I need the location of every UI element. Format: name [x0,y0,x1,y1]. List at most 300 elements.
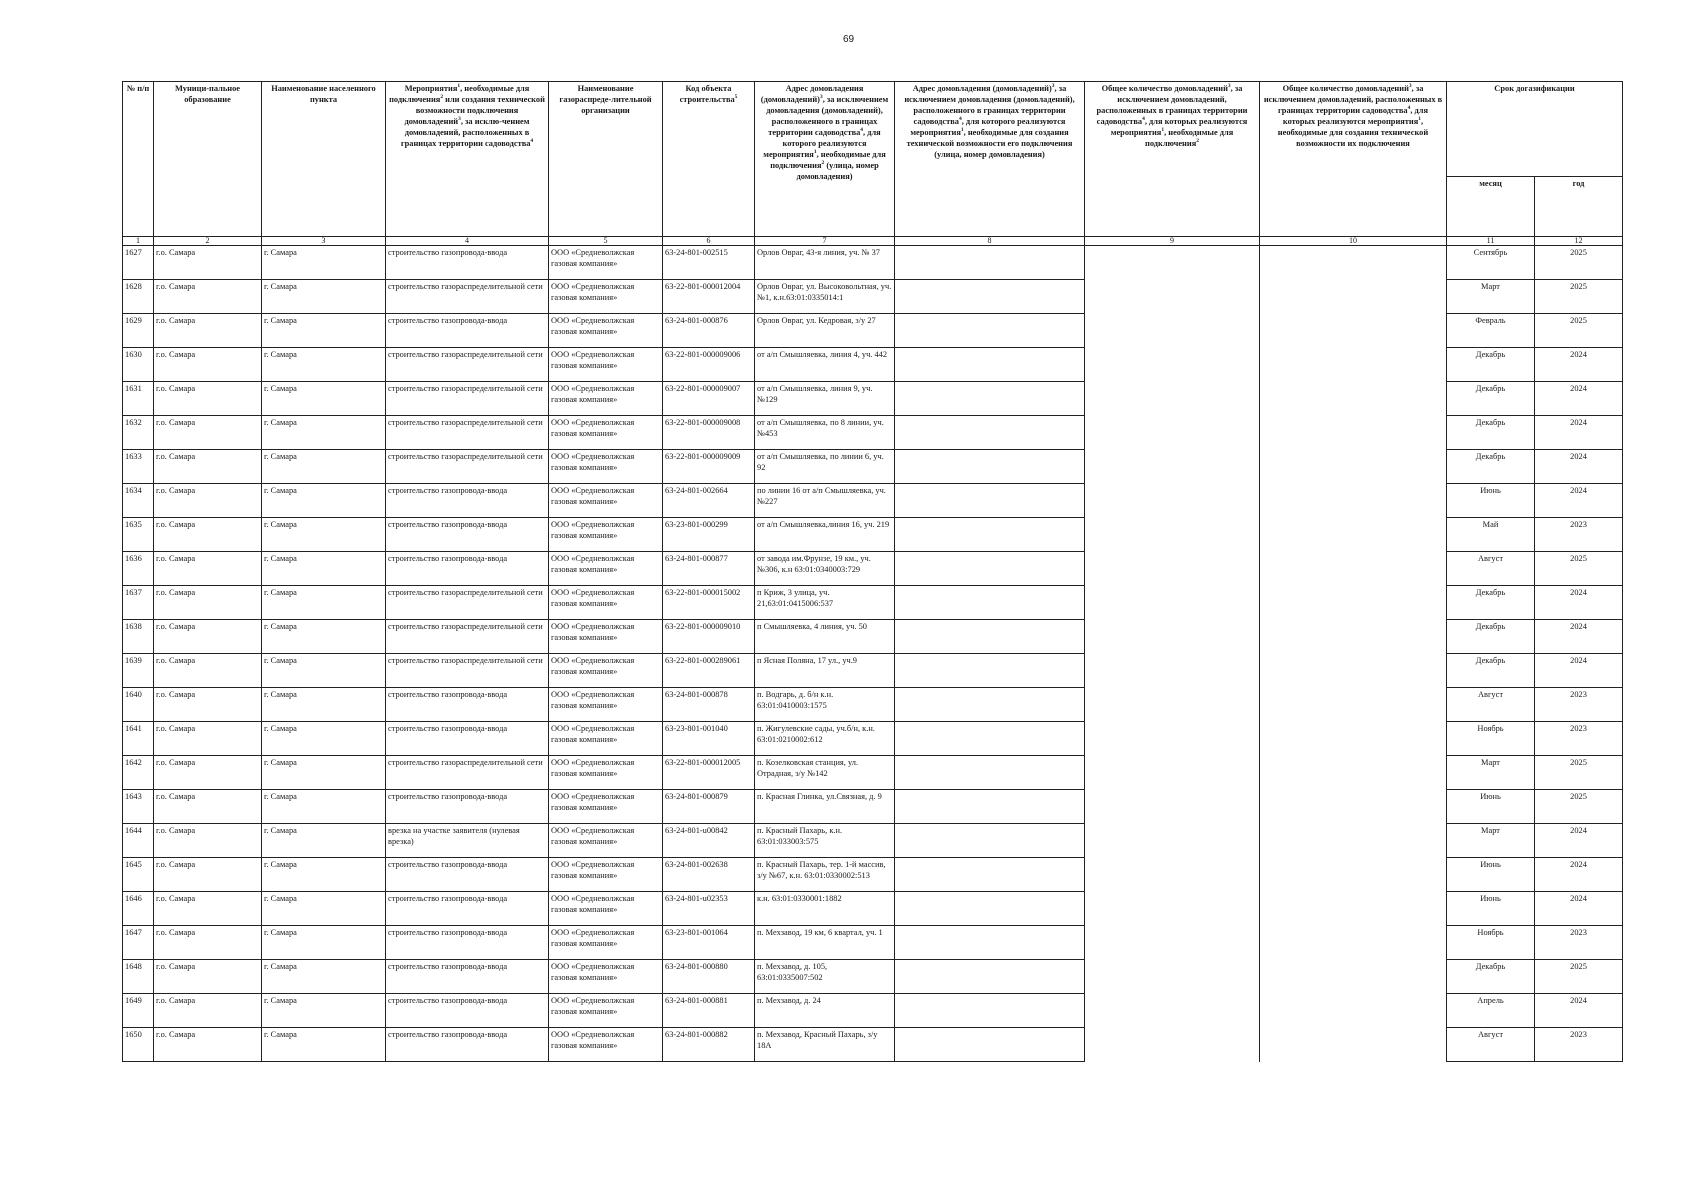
object-code-cell: 63-22-801-000289061 [663,654,755,688]
header-organization: Наименование газораспреде-лительной организации [549,82,663,237]
count-connection-cell [1085,450,1260,484]
object-code-cell: 63-22-801-000009008 [663,416,755,450]
municipality-cell: г.о. Самара [154,280,262,314]
municipality-cell: г.о. Самара [154,1028,262,1062]
year-cell: 2024 [1535,892,1623,926]
object-code-cell: 63-22-801-000012005 [663,756,755,790]
year-cell: 2025 [1535,552,1623,586]
address-cell: Орлов Овраг, ул. Высоковольтная, уч.№1, к.н.63:01:0335014:1 [755,280,895,314]
municipality-cell: г.о. Самара [154,246,262,280]
column-number-row [123,237,1623,246]
event-cell: строительство газопровода-ввода [386,246,549,280]
address-technical-cell [895,1028,1085,1062]
organization-cell: ООО «Средневолжская газовая компания» [549,416,663,450]
count-technical-cell [1260,280,1447,314]
count-connection-cell [1085,246,1260,280]
organization-cell: ООО «Средневолжская газовая компания» [549,484,663,518]
event-cell: строительство газопровода-ввода [386,1028,549,1062]
object-code-cell: 63-22-801-000009006 [663,348,755,382]
address-cell: к.н. 63:01:0330001:1882 [755,892,895,926]
month-cell: Июнь [1447,484,1535,518]
object-code-cell: 63-22-801-000015002 [663,586,755,620]
organization-cell: ООО «Средневолжская газовая компания» [549,688,663,722]
column-number: 1 [123,237,154,246]
month-cell: Декабрь [1447,416,1535,450]
count-technical-cell [1260,824,1447,858]
organization-cell: ООО «Средневолжская газовая компания» [549,824,663,858]
count-connection-cell [1085,1028,1260,1062]
object-code-cell: 63-23-801-001040 [663,722,755,756]
event-cell: строительство газораспределительной сети [386,382,549,416]
month-cell: Август [1447,552,1535,586]
row-index-cell: 1638 [123,620,154,654]
table-row [123,348,1623,382]
event-cell: строительство газопровода-ввода [386,790,549,824]
settlement-cell: г. Самара [262,790,386,824]
municipality-cell: г.о. Самара [154,892,262,926]
settlement-cell: г. Самара [262,722,386,756]
month-cell: Август [1447,1028,1535,1062]
year-cell: 2024 [1535,654,1623,688]
table-row [123,450,1623,484]
address-technical-cell [895,756,1085,790]
count-technical-cell [1260,722,1447,756]
column-number: 8 [895,237,1085,246]
settlement-cell: г. Самара [262,858,386,892]
organization-cell: ООО «Средневолжская газовая компания» [549,246,663,280]
organization-cell: ООО «Средневолжская газовая компания» [549,348,663,382]
organization-cell: ООО «Средневолжская газовая компания» [549,994,663,1028]
count-technical-cell [1260,450,1447,484]
month-cell: Декабрь [1447,960,1535,994]
address-technical-cell [895,892,1085,926]
row-index-cell: 1649 [123,994,154,1028]
month-cell: Декабрь [1447,654,1535,688]
month-cell: Декабрь [1447,586,1535,620]
column-number: 4 [386,237,549,246]
address-technical-cell [895,688,1085,722]
settlement-cell: г. Самара [262,620,386,654]
event-cell: строительство газопровода-ввода [386,994,549,1028]
table-row [123,654,1623,688]
row-index-cell: 1641 [123,722,154,756]
count-connection-cell [1085,858,1260,892]
count-technical-cell [1260,586,1447,620]
municipality-cell: г.о. Самара [154,348,262,382]
row-index-cell: 1636 [123,552,154,586]
organization-cell: ООО «Средневолжская газовая компания» [549,654,663,688]
row-index-cell: 1630 [123,348,154,382]
address-technical-cell [895,790,1085,824]
column-number: 9 [1085,237,1260,246]
address-cell: от а/п Смышляевка, по линии 6, уч. 92 [755,450,895,484]
table-row [123,994,1623,1028]
municipality-cell: г.о. Самара [154,450,262,484]
address-cell: от а/п Смышляевка, линия 9, уч. №129 [755,382,895,416]
address-cell: п. Жигулевские сады, уч.б/н, к.н. 63:01:0210002:612 [755,722,895,756]
row-index-cell: 1635 [123,518,154,552]
count-technical-cell [1260,756,1447,790]
year-cell: 2024 [1535,620,1623,654]
count-connection-cell [1085,382,1260,416]
count-connection-cell [1085,314,1260,348]
organization-cell: ООО «Средневолжская газовая компания» [549,722,663,756]
table-row [123,620,1623,654]
column-number: 3 [262,237,386,246]
count-connection-cell [1085,586,1260,620]
organization-cell: ООО «Средневолжская газовая компания» [549,552,663,586]
organization-cell: ООО «Средневолжская газовая компания» [549,450,663,484]
address-cell: от а/п Смышляевка,линия 16, уч. 219 [755,518,895,552]
row-index-cell: 1640 [123,688,154,722]
municipality-cell: г.о. Самара [154,960,262,994]
address-cell: п. Красный Пахарь, тер. 1-й массив, з/у №67, к.н. 63:01:0330002:513 [755,858,895,892]
year-cell: 2025 [1535,756,1623,790]
table-row [123,926,1623,960]
count-connection-cell [1085,960,1260,994]
page-number: 69 [842,34,855,45]
address-cell: от завода им.Фрунзе, 19 км., уч. №306, к.н 63:01:0340003:729 [755,552,895,586]
month-cell: Июнь [1447,790,1535,824]
row-index-cell: 1646 [123,892,154,926]
year-cell: 2023 [1535,926,1623,960]
address-technical-cell [895,858,1085,892]
event-cell: строительство газораспределительной сети [386,348,549,382]
header-municipality: Муници-пальное образование [154,82,262,237]
settlement-cell: г. Самара [262,756,386,790]
object-code-cell: 63-23-801-001064 [663,926,755,960]
table-body [123,246,1623,1062]
event-cell: строительство газопровода-ввода [386,892,549,926]
event-cell: строительство газораспределительной сети [386,756,549,790]
address-technical-cell [895,960,1085,994]
count-technical-cell [1260,858,1447,892]
address-technical-cell [895,280,1085,314]
year-cell: 2023 [1535,722,1623,756]
month-cell: Июнь [1447,858,1535,892]
header-count-connection: Общее количество домовладений$^3$, за исключением домовладений, расположенных в границах территории садоводства$^4$, для которых реализуются мероприятия$^1$, необходимые для подключения$^2$ [1085,82,1260,237]
event-cell: строительство газораспределительной сети [386,450,549,484]
address-cell: п Ясная Поляна, 17 ул., уч.9 [755,654,895,688]
column-number: 5 [549,237,663,246]
event-cell: строительство газопровода-ввода [386,960,549,994]
address-cell: п. Красная Глинка, ул.Связная, д. 9 [755,790,895,824]
event-cell: строительство газораспределительной сети [386,654,549,688]
row-index-cell: 1645 [123,858,154,892]
count-connection-cell [1085,722,1260,756]
count-technical-cell [1260,892,1447,926]
address-technical-cell [895,654,1085,688]
table-row [123,790,1623,824]
municipality-cell: г.о. Самара [154,926,262,960]
year-cell: 2024 [1535,416,1623,450]
count-connection-cell [1085,280,1260,314]
municipality-cell: г.о. Самара [154,552,262,586]
municipality-cell: г.о. Самара [154,858,262,892]
column-number: 10 [1260,237,1447,246]
row-index-cell: 1628 [123,280,154,314]
object-code-cell: 63-22-801-000009010 [663,620,755,654]
count-connection-cell [1085,892,1260,926]
event-cell: строительство газораспределительной сети [386,620,549,654]
year-cell: 2025 [1535,790,1623,824]
organization-cell: ООО «Средневолжская газовая компания» [549,756,663,790]
address-cell: п. Мехзавод, Красный Пахарь, з/у 18А [755,1028,895,1062]
header-object-code: Код объекта строительства$^5$ [663,82,755,237]
address-cell: п Смышляевка, 4 линия, уч. 50 [755,620,895,654]
year-cell: 2023 [1535,518,1623,552]
row-index-cell: 1634 [123,484,154,518]
event-cell: строительство газопровода-ввода [386,722,549,756]
month-cell: Ноябрь [1447,926,1535,960]
settlement-cell: г. Самара [262,654,386,688]
year-cell: 2024 [1535,382,1623,416]
address-cell: Орлов Овраг, ул. Кедровая, з/у 27 [755,314,895,348]
month-cell: Сентябрь [1447,246,1535,280]
column-number: 6 [663,237,755,246]
column-number: 2 [154,237,262,246]
municipality-cell: г.о. Самара [154,688,262,722]
count-connection-cell [1085,926,1260,960]
year-cell: 2025 [1535,280,1623,314]
count-technical-cell [1260,688,1447,722]
event-cell: строительство газопровода-ввода [386,314,549,348]
organization-cell: ООО «Средневолжская газовая компания» [549,518,663,552]
object-code-cell: 63-24-801-u02353 [663,892,755,926]
count-connection-cell [1085,654,1260,688]
table-row [123,484,1623,518]
header-row [123,82,1623,177]
count-technical-cell [1260,1028,1447,1062]
settlement-cell: г. Самара [262,450,386,484]
settlement-cell: г. Самара [262,892,386,926]
address-technical-cell [895,552,1085,586]
organization-cell: ООО «Средневолжская газовая компания» [549,314,663,348]
settlement-cell: г. Самара [262,586,386,620]
address-technical-cell [895,450,1085,484]
object-code-cell: 63-24-801-002664 [663,484,755,518]
table-row [123,518,1623,552]
month-cell: Декабрь [1447,382,1535,416]
column-number: 12 [1535,237,1623,246]
count-technical-cell [1260,314,1447,348]
table-row [123,858,1623,892]
object-code-cell: 63-23-801-000299 [663,518,755,552]
settlement-cell: г. Самара [262,280,386,314]
municipality-cell: г.о. Самара [154,586,262,620]
table-row [123,314,1623,348]
year-cell: 2024 [1535,824,1623,858]
count-technical-cell [1260,382,1447,416]
address-technical-cell [895,314,1085,348]
month-cell: Декабрь [1447,620,1535,654]
row-index-cell: 1643 [123,790,154,824]
table-row [123,416,1623,450]
row-index-cell: 1642 [123,756,154,790]
event-cell: строительство газопровода-ввода [386,552,549,586]
count-technical-cell [1260,518,1447,552]
row-index-cell: 1637 [123,586,154,620]
count-connection-cell [1085,688,1260,722]
count-connection-cell [1085,620,1260,654]
event-cell: строительство газопровода-ввода [386,518,549,552]
address-technical-cell [895,586,1085,620]
event-cell: строительство газораспределительной сети [386,280,549,314]
organization-cell: ООО «Средневолжская газовая компания» [549,790,663,824]
event-cell: строительство газораспределительной сети [386,416,549,450]
count-technical-cell [1260,348,1447,382]
address-technical-cell [895,246,1085,280]
settlement-cell: г. Самара [262,688,386,722]
year-cell: 2024 [1535,586,1623,620]
event-cell: строительство газопровода-ввода [386,858,549,892]
address-technical-cell [895,926,1085,960]
count-technical-cell [1260,960,1447,994]
month-cell: Февраль [1447,314,1535,348]
address-technical-cell [895,518,1085,552]
header-index: № п/п [123,82,154,237]
municipality-cell: г.о. Самара [154,416,262,450]
object-code-cell: 63-24-801-000878 [663,688,755,722]
organization-cell: ООО «Средневолжская газовая компания» [549,892,663,926]
municipality-cell: г.о. Самара [154,824,262,858]
month-cell: Август [1447,688,1535,722]
year-cell: 2025 [1535,960,1623,994]
object-code-cell: 63-24-801-002638 [663,858,755,892]
count-technical-cell [1260,926,1447,960]
year-cell: 2023 [1535,1028,1623,1062]
count-technical-cell [1260,620,1447,654]
year-cell: 2023 [1535,688,1623,722]
year-cell: 2024 [1535,858,1623,892]
month-cell: Март [1447,824,1535,858]
settlement-cell: г. Самара [262,314,386,348]
organization-cell: ООО «Средневолжская газовая компания» [549,620,663,654]
count-technical-cell [1260,484,1447,518]
settlement-cell: г. Самара [262,994,386,1028]
event-cell: строительство газопровода-ввода [386,926,549,960]
table-row [123,960,1623,994]
object-code-cell: 63-22-801-000009007 [663,382,755,416]
address-cell: п. Мехзавод, д. 105, 63:01:0335007:502 [755,960,895,994]
object-code-cell: 63-24-801-000877 [663,552,755,586]
address-cell: от а/п Смышляевка, линия 4, уч. 442 [755,348,895,382]
settlement-cell: г. Самара [262,518,386,552]
year-cell: 2024 [1535,348,1623,382]
count-technical-cell [1260,790,1447,824]
municipality-cell: г.о. Самара [154,620,262,654]
address-cell: п Криж, 3 улица, уч. 21,63:01:0415006:537 [755,586,895,620]
row-index-cell: 1647 [123,926,154,960]
table-row [123,586,1623,620]
month-cell: Декабрь [1447,348,1535,382]
month-cell: Июнь [1447,892,1535,926]
address-cell: п. Мехзавод, д. 24 [755,994,895,1028]
object-code-cell: 63-24-801-000881 [663,994,755,1028]
count-connection-cell [1085,484,1260,518]
count-connection-cell [1085,994,1260,1028]
address-technical-cell [895,824,1085,858]
address-technical-cell [895,620,1085,654]
count-technical-cell [1260,552,1447,586]
organization-cell: ООО «Средневолжская газовая компания» [549,960,663,994]
row-index-cell: 1631 [123,382,154,416]
object-code-cell: 63-24-801-000882 [663,1028,755,1062]
settlement-cell: г. Самара [262,960,386,994]
table-row [123,382,1623,416]
address-cell: п. Водгарь, д. б/н к.н. 63:01:0410003:1575 [755,688,895,722]
object-code-cell: 63-24-801-000880 [663,960,755,994]
municipality-cell: г.о. Самара [154,994,262,1028]
count-technical-cell [1260,246,1447,280]
organization-cell: ООО «Средневолжская газовая компания» [549,926,663,960]
object-code-cell: 63-22-801-000009009 [663,450,755,484]
header-settlement: Наименование населенного пункта [262,82,386,237]
month-cell: Ноябрь [1447,722,1535,756]
count-technical-cell [1260,654,1447,688]
table-row [123,552,1623,586]
object-code-cell: 63-22-801-000012004 [663,280,755,314]
settlement-cell: г. Самара [262,552,386,586]
count-connection-cell [1085,348,1260,382]
row-index-cell: 1633 [123,450,154,484]
row-index-cell: 1627 [123,246,154,280]
table-row [123,280,1623,314]
month-cell: Апрель [1447,994,1535,1028]
table-row [123,1028,1623,1062]
event-cell: врезка на участке заявителя (нулевая врезка) [386,824,549,858]
row-index-cell: 1639 [123,654,154,688]
event-cell: строительство газораспределительной сети [386,586,549,620]
municipality-cell: г.о. Самара [154,518,262,552]
gasification-table [122,81,1623,1062]
municipality-cell: г.о. Самара [154,314,262,348]
object-code-cell: 63-24-801-000876 [663,314,755,348]
organization-cell: ООО «Средневолжская газовая компания» [549,586,663,620]
header-address-technical: Адрес домовладения (домовладений)$^3$, за исключением домовладения (домовладений), расположенного в границах территории садоводства$^4$, для которого реализуются мероприятия$^1$, необходимые для создания технической возможности его подключения (улица, номер домовладения) [895,82,1085,237]
settlement-cell: г. Самара [262,416,386,450]
municipality-cell: г.о. Самара [154,790,262,824]
table-row [123,824,1623,858]
address-cell: по линии 16 от а/п Смышляевка, уч. №227 [755,484,895,518]
table-row [123,688,1623,722]
table-row [123,756,1623,790]
header-year: год [1535,177,1623,237]
year-cell: 2024 [1535,450,1623,484]
address-technical-cell [895,382,1085,416]
address-cell: от а/п Смышляевка, по 8 линии, уч. №453 [755,416,895,450]
settlement-cell: г. Самара [262,824,386,858]
address-technical-cell [895,348,1085,382]
settlement-cell: г. Самара [262,926,386,960]
address-cell: п. Мехзавод, 19 км, 6 квартал, уч. 1 [755,926,895,960]
header-events: Мероприятия$^1$, необходимые для подключения$^2$ или создания технической возможности подключения домовладений$^3$, за исклю-чением домовладений, расположенных в границах территории садоводства$^4$ [386,82,549,237]
address-cell: Орлов Овраг, 43-я линия, уч. № 37 [755,246,895,280]
address-technical-cell [895,484,1085,518]
count-connection-cell [1085,824,1260,858]
settlement-cell: г. Самара [262,484,386,518]
count-connection-cell [1085,790,1260,824]
header-month: месяц [1447,177,1535,237]
count-connection-cell [1085,552,1260,586]
address-technical-cell [895,722,1085,756]
table-row [123,722,1623,756]
count-connection-cell [1085,756,1260,790]
event-cell: строительство газопровода-ввода [386,688,549,722]
settlement-cell: г. Самара [262,246,386,280]
address-cell: п. Красный Пахарь, к.н. 63:01:033003:575 [755,824,895,858]
header-count-technical: Общее количество домовладений$^3$, за исключением домовладений, расположенных в границах территории садоводства$^4$, для которых реализуются мероприятия$^1$, необходимые для создания технической возможности их подключения [1260,82,1447,237]
